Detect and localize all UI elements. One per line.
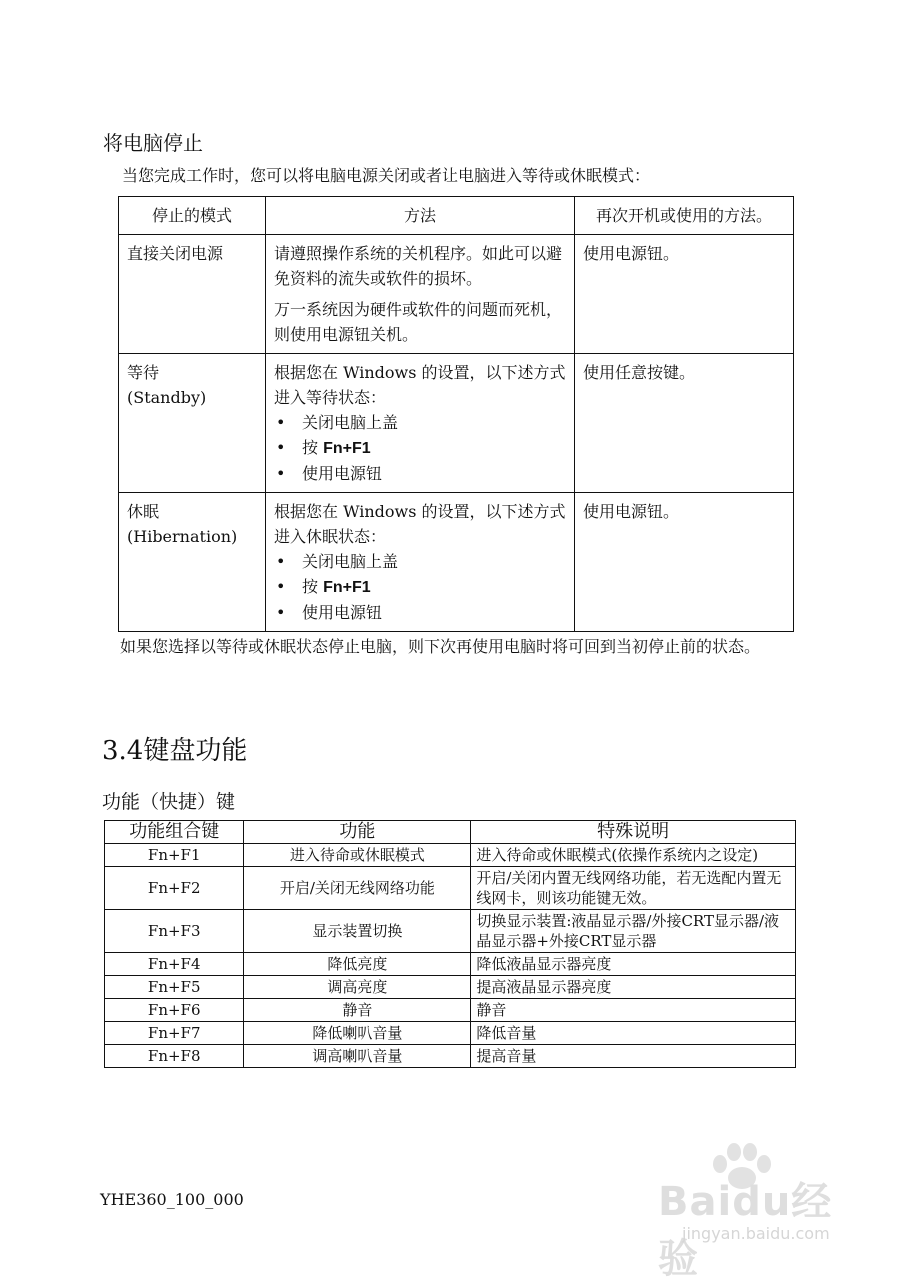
resume-text: 使用任意按键。: [583, 363, 696, 382]
table-header-row: [119, 197, 794, 235]
list-item: [274, 435, 566, 461]
function-cell: 进入待命或休眠模式: [244, 844, 471, 867]
function-cell: 调高亮度: [244, 976, 471, 999]
key-cell: Fn+F1: [105, 844, 244, 867]
shortcut-key: Fn+F1: [323, 579, 371, 596]
table-row: [119, 235, 794, 354]
resume-text: 使用电源钮。: [583, 502, 680, 521]
key-cell: Fn+F8: [105, 1045, 244, 1068]
main-heading: 3.4键盘功能: [102, 736, 248, 766]
method-paragraph: 请遵照操作系统的关机程序。如此可以避免资料的流失或软件的损坏。: [274, 244, 563, 288]
table-row: [119, 354, 794, 493]
resume-cell: [575, 354, 794, 493]
method-list: [274, 549, 566, 625]
baidu-watermark: [640, 1150, 860, 1282]
note-cell: 降低音量: [471, 1022, 796, 1045]
mode-label-en: (Standby): [127, 388, 207, 407]
mode-cell: [119, 493, 266, 632]
note-cell: 降低液晶显示器亮度: [471, 953, 796, 976]
function-cell: 静音: [244, 999, 471, 1022]
key-cell: Fn+F5: [105, 976, 244, 999]
mode-cell: [119, 354, 266, 493]
function-cell: 降低亮度: [244, 953, 471, 976]
table-row: [105, 1045, 796, 1068]
stop-modes-table: [118, 196, 794, 632]
function-cell: 调高喇叭音量: [244, 1045, 471, 1068]
note-cell: 提高液晶显示器亮度: [471, 976, 796, 999]
table-row: [105, 1022, 796, 1045]
watermark-url: jingyan.baidu.com: [682, 1224, 830, 1243]
list-item: [274, 410, 566, 435]
mode-label: 直接关闭电源: [127, 244, 224, 263]
mode-label: 休眠: [127, 502, 160, 521]
document-footer-code: YHE360_100_000: [100, 1190, 244, 1209]
function-cell: 显示装置切换: [244, 910, 471, 953]
header-mode: 停止的模式: [119, 197, 266, 235]
method-cell: [266, 493, 575, 632]
method-list: [274, 410, 566, 486]
key-cell: Fn+F3: [105, 910, 244, 953]
key-cell: Fn+F2: [105, 867, 244, 910]
table-row: [105, 844, 796, 867]
list-item-text: 关闭电脑上盖: [302, 552, 399, 571]
list-item-text: 使用电源钮: [302, 464, 383, 483]
list-item: [274, 574, 566, 600]
method-intro: 根据您在 Windows 的设置，以下述方式进入等待状态：: [274, 363, 566, 407]
table-row: [105, 867, 796, 910]
mode-label-en: (Hibernation): [127, 527, 238, 546]
function-cell: 降低喇叭音量: [244, 1022, 471, 1045]
list-item-text: 使用电源钮: [302, 603, 383, 622]
table-row: [105, 976, 796, 999]
header-note: 特殊说明: [471, 821, 796, 844]
table-row: [105, 953, 796, 976]
mode-label: 等待: [127, 363, 160, 382]
table-header-row: [105, 821, 796, 844]
intro-text: 当您完成工作时，您可以将电脑电源关闭或者让电脑进入等待或休眠模式：: [122, 166, 651, 185]
list-item: [274, 549, 566, 574]
function-keys-table: [104, 820, 796, 1068]
list-item: [274, 600, 566, 625]
resume-cell: [575, 493, 794, 632]
header-key-combo: 功能组合键: [105, 821, 244, 844]
method-cell: [266, 354, 575, 493]
method-cell: [266, 235, 575, 354]
method-intro: 根据您在 Windows 的设置，以下述方式进入休眠状态：: [274, 502, 566, 546]
list-item-text: 关闭电脑上盖: [302, 413, 399, 432]
function-cell: 开启/关闭无线网络功能: [244, 867, 471, 910]
header-resume: 再次开机或使用的方法。: [575, 197, 794, 235]
key-cell: Fn+F6: [105, 999, 244, 1022]
shortcut-key: Fn+F1: [323, 440, 371, 457]
key-cell: Fn+F4: [105, 953, 244, 976]
table-row: [119, 493, 794, 632]
header-function: 功能: [244, 821, 471, 844]
resume-text: 使用电源钮。: [583, 244, 680, 263]
list-item-text: 按: [302, 577, 324, 596]
sub-heading: 功能（快捷）键: [102, 791, 236, 813]
method-paragraph: 万一系统因为硬件或软件的问题而死机，则使用电源钮关机。: [274, 300, 563, 344]
header-method: 方法: [266, 197, 575, 235]
note-cell: 提高音量: [471, 1045, 796, 1068]
watermark-brand: Baidu经验: [658, 1179, 833, 1282]
resume-cell: [575, 235, 794, 354]
note-cell: 静音: [471, 999, 796, 1022]
note-cell: 进入待命或休眠模式(依操作系统内之设定): [471, 844, 796, 867]
note-text: 如果您选择以等待或休眠状态停止电脑，则下次再使用电脑时将可回到当初停止前的状态。: [120, 637, 761, 656]
note-cell: 开启/关闭内置无线网络功能，若无选配内置无线网卡，则该功能键无效。: [471, 867, 796, 910]
table-row: [105, 910, 796, 953]
mode-cell: [119, 235, 266, 354]
note-cell: 切换显示装置:液晶显示器/外接CRT显示器/液晶显示器+外接CRT显示器: [471, 910, 796, 953]
key-cell: Fn+F7: [105, 1022, 244, 1045]
list-item: [274, 461, 566, 486]
list-item-text: 按: [302, 438, 324, 457]
section-title: 将电脑停止: [103, 131, 203, 155]
table-row: [105, 999, 796, 1022]
